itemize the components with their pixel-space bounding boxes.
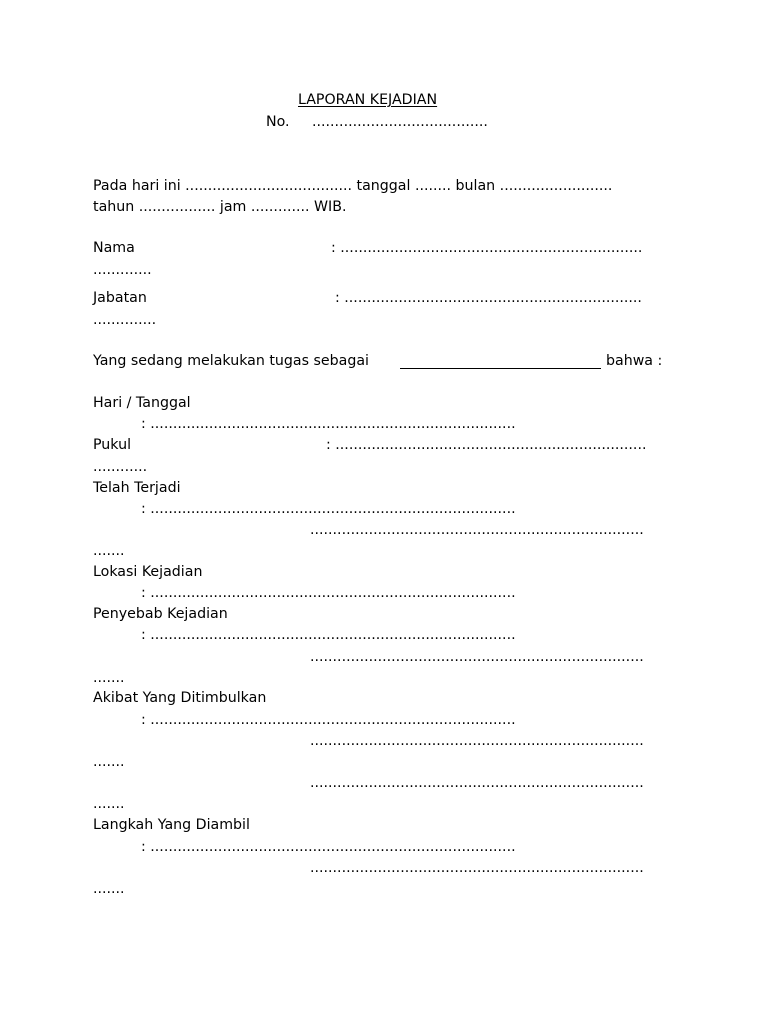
pukul-field[interactable]: : ..................................................................... <box>326 437 647 453</box>
akibat-label: Akibat Yang Ditimbulkan <box>93 690 267 706</box>
document-title: LAPORAN KEJADIAN <box>298 92 438 108</box>
langkah-label: Langkah Yang Diambil <box>93 817 250 833</box>
statement-suffix: bahwa : <box>606 353 663 369</box>
lokasi-kejadian-label: Lokasi Kejadian <box>93 564 203 580</box>
penyebab-kejadian-tail[interactable]: ....... <box>93 670 125 686</box>
langkah-continuation[interactable]: .......................................................................... <box>310 860 644 876</box>
intro-line-2: tahun ................. jam ............. WIB. <box>93 199 347 215</box>
telah-terjadi-tail[interactable]: ....... <box>93 543 125 559</box>
akibat-continuation-1[interactable]: .......................................................................... <box>310 733 644 749</box>
akibat-field[interactable]: : ................................................................................. <box>141 712 516 728</box>
pukul-label: Pukul <box>93 437 132 453</box>
akibat-tail-2[interactable]: ....... <box>93 796 125 812</box>
hari-tanggal-field[interactable]: : ................................................................................. <box>141 416 516 432</box>
nama-field[interactable]: : ................................................................... <box>331 240 643 256</box>
number-label: No. <box>266 114 290 130</box>
pukul-field-continuation[interactable]: ............ <box>93 459 148 475</box>
telah-terjadi-label: Telah Terjadi <box>93 480 181 496</box>
number-field[interactable]: ....................................... <box>312 114 488 130</box>
nama-field-continuation[interactable]: ............. <box>93 262 152 278</box>
lokasi-kejadian-field[interactable]: : ................................................................................. <box>141 585 516 601</box>
telah-terjadi-field[interactable]: : ................................................................................. <box>141 501 516 517</box>
statement-prefix: Yang sedang melakukan tugas sebagai <box>93 353 369 369</box>
penyebab-kejadian-field[interactable]: : ................................................................................. <box>141 627 516 643</box>
telah-terjadi-continuation[interactable]: .......................................................................... <box>310 522 644 538</box>
intro-line-1: Pada hari ini ..................................... tanggal ........ bulan ......................... <box>93 178 613 194</box>
penyebab-kejadian-continuation[interactable]: .......................................................................... <box>310 649 644 665</box>
langkah-tail[interactable]: ....... <box>93 881 125 897</box>
langkah-field[interactable]: : ................................................................................. <box>141 839 516 855</box>
jabatan-field-continuation[interactable]: .............. <box>93 312 157 328</box>
jabatan-field[interactable]: : .................................................................. <box>335 290 642 306</box>
nama-label: Nama <box>93 240 135 256</box>
akibat-continuation-2[interactable]: .......................................................................... <box>310 775 644 791</box>
jabatan-label: Jabatan <box>93 290 147 306</box>
akibat-tail-1[interactable]: ....... <box>93 754 125 770</box>
hari-tanggal-label: Hari / Tanggal <box>93 395 191 411</box>
duty-blank-line[interactable] <box>400 368 601 369</box>
penyebab-kejadian-label: Penyebab Kejadian <box>93 606 228 622</box>
